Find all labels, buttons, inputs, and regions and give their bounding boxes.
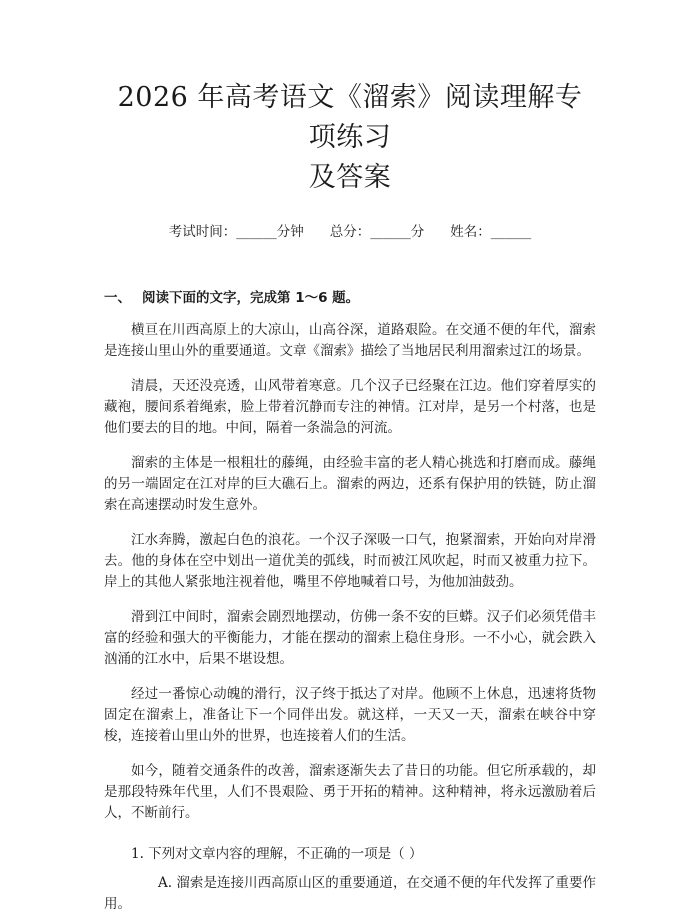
passage-paragraph: 如今，随着交通条件的改善，溜索逐渐失去了昔日的功能。但它所承载的，却是那段特殊年代里，人们不畏艰险、勇于开拓的精神。这种精神，将永远激励着后人，不断前行。 bbox=[104, 763, 596, 821]
section-instruction: 阅读下面的文字，完成第 1～6 题。 bbox=[142, 290, 360, 306]
title-line-2: 及答案 bbox=[308, 162, 392, 193]
passage-paragraph: 滑到江中间时，溜索会剧烈地摆动，仿佛一条不安的巨蟒。汉子们必须凭借丰富的经验和强大的平衡能力，才能在摆动的溜索上稳住身形。一不小心，就会跌入汹涌的江水中，后果不堪设想。 bbox=[104, 609, 596, 667]
student-name-field: 姓名：______ bbox=[450, 224, 532, 240]
page-title bbox=[104, 78, 596, 198]
section-number: 一、 bbox=[104, 290, 131, 306]
question-1: 1. 下列对文章内容的理解，不正确的一项是（ ） bbox=[131, 846, 423, 862]
exam-meta bbox=[104, 222, 596, 242]
passage-paragraph: 溜索的主体是一根粗壮的藤绳，由经验丰富的老人精心挑选和打磨而成。藤绳的另一端固定在江对岸的巨大礁石上。溜索的两边，还系有保护用的铁链，防止溜索在高速摆动时发生意外。 bbox=[104, 455, 596, 513]
reading-passage bbox=[104, 320, 596, 824]
passage-paragraph: 经过一番惊心动魄的滑行，汉子终于抵达了对岸。他顾不上休息，迅速将货物固定在溜索上，准备让下一个同伴出发。就这样，一天又一天，溜索在峡谷中穿梭，连接着山里山外的世界，也连接着人们的生活。 bbox=[104, 686, 596, 744]
passage-paragraph: 清晨，天还没亮透，山风带着寒意。几个汉子已经聚在江边。他们穿着厚实的藏袍，腰间系着绳索，脸上带着沉静而专注的神情。江对岸，是另一个村落，也是他们要去的目的地。中间，隔着一条湍急的河流。 bbox=[104, 378, 596, 436]
question-1-option-a: A. 溜索是连接川西高原山区的重要通道，在交通不便的年代发挥了重要作用。 bbox=[104, 875, 596, 912]
passage-paragraph: 横亘在川西高原上的大凉山，山高谷深，道路艰险。在交通不便的年代，溜索是连接山里山外的重要通道。文章《溜索》描绘了当地居民利用溜索过江的场景。 bbox=[104, 322, 596, 359]
exam-time-field: 考试时间：______分钟 bbox=[168, 224, 304, 240]
total-score-field: 总分：______分 bbox=[329, 224, 425, 240]
title-line-1: 2026 年高考语文《溜索》阅读理解专项练习 bbox=[117, 82, 583, 153]
section-heading bbox=[104, 288, 596, 308]
passage-paragraph: 江水奔腾，激起白色的浪花。一个汉子深吸一口气，抱紧溜索，开始向对岸滑去。他的身体在空中划出一道优美的弧线，时而被江风吹起，时而又被重力拉下。岸上的其他人紧张地注视着他，嘴里不停地喊着口号，为他加油鼓劲。 bbox=[104, 532, 596, 590]
